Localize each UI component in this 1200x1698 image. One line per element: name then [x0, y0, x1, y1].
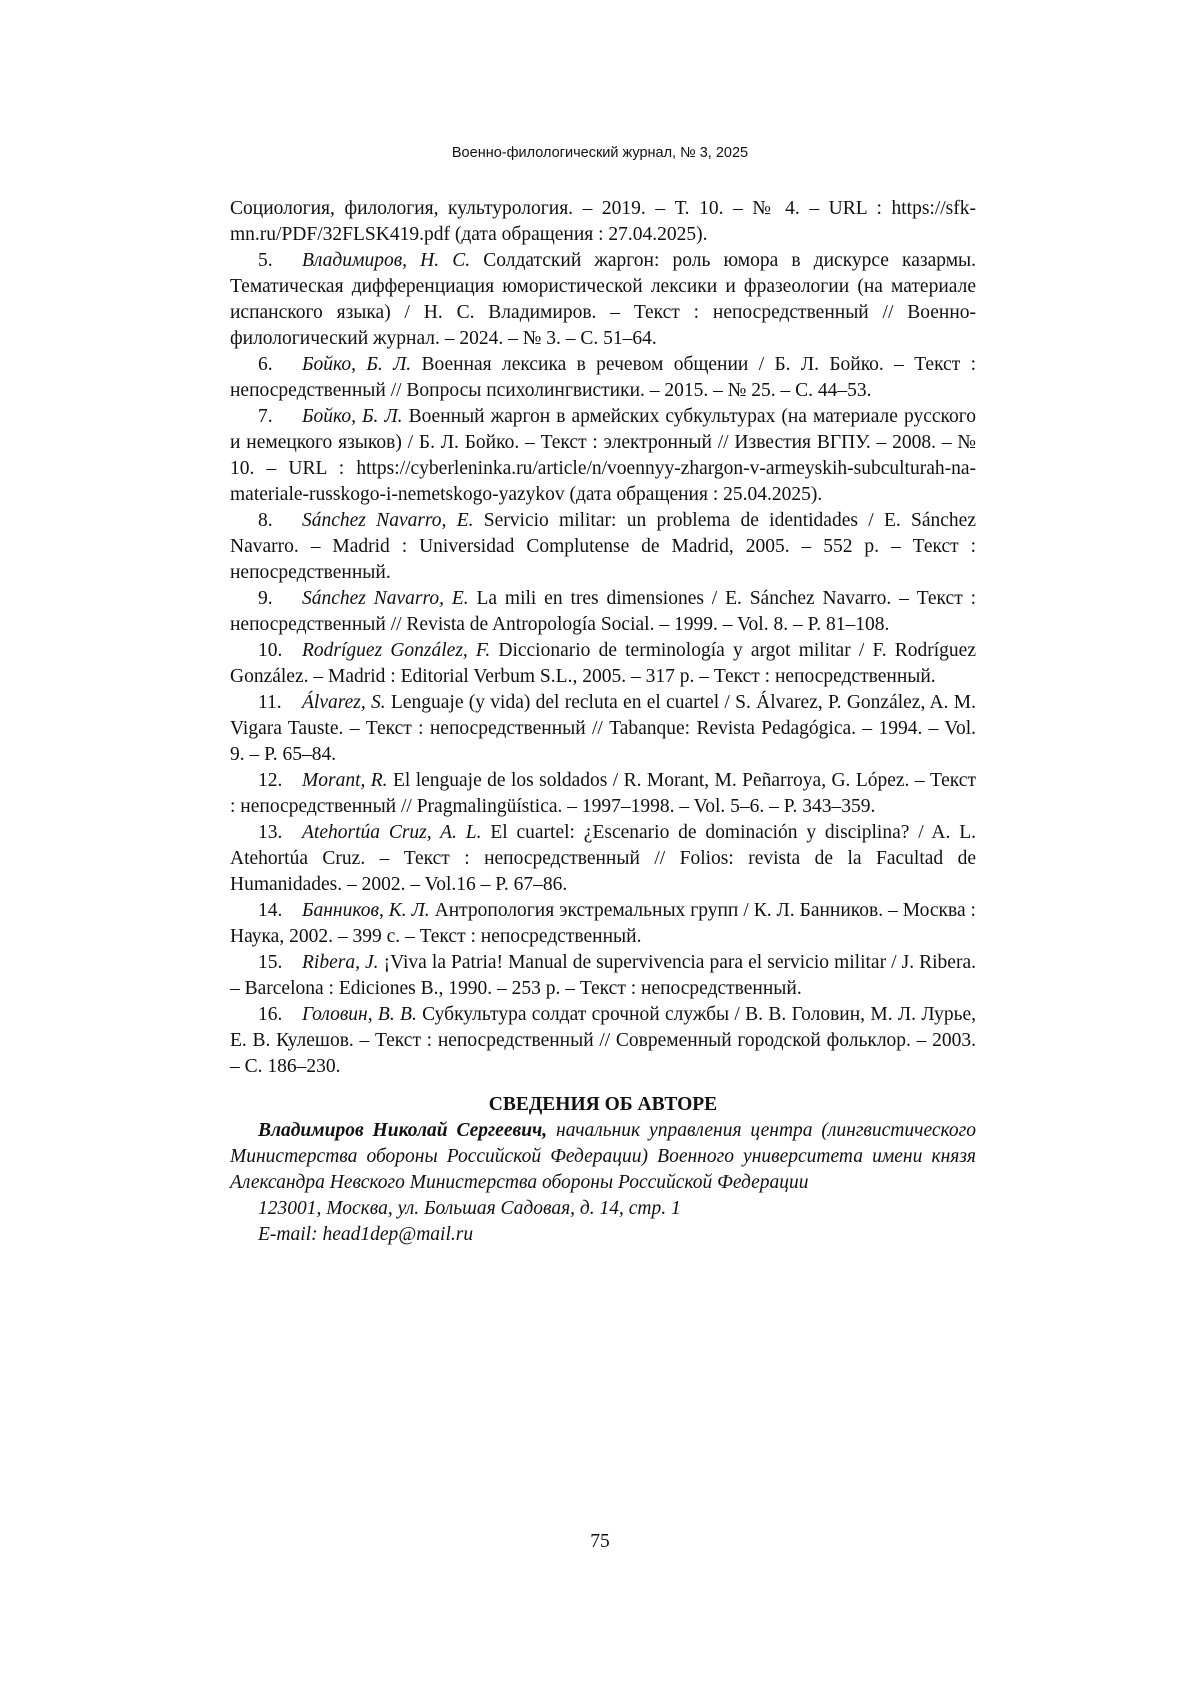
- author-email: E-mail: head1dep@mail.ru: [258, 1224, 474, 1245]
- reference-text: Антропология экстремальных групп / К. Л. Банников. – Москва : Наука, 2002. – 399 с. – Текст : непосредственный.: [230, 900, 976, 947]
- reference-number: 16.: [258, 1004, 283, 1025]
- reference-item: [230, 690, 976, 768]
- author-address: 123001, Москва, ул. Большая Садовая, д. 14, стр. 1: [258, 1198, 681, 1219]
- reference-continuation: Социология, филология, культурология. – 2019. – Т. 10. – № 4. – URL : https://sfk-mn.ru/PDF/32FLSK419.pdf (дата обращения : 27.04.2025).: [230, 198, 976, 245]
- reference-author: Банников, К. Л.: [302, 900, 430, 921]
- reference-item: [230, 508, 976, 586]
- reference-text: ¡Viva la Patria! Manual de supervivencia para el servicio militar / J. Ribera. – Barcelona : Ediciones B., 1990. – 253 p. – Текст : непосредственный.: [230, 952, 976, 999]
- reference-item: [230, 248, 976, 352]
- reference-text: Servicio militar: un problema de identidades / E. Sánchez Navarro. – Madrid : Universidad Complutense de Madrid, 2005. – 552 p. – Текст : непосредственный.: [230, 510, 976, 583]
- reference-text: Военная лексика в речевом общении / Б. Л. Бойко. – Текст : непосредственный // Вопросы психолингвистики. – 2015. – № 25. – С. 44–53.: [230, 354, 976, 401]
- reference-number: 6.: [258, 354, 273, 375]
- reference-author: Rodríguez González, F.: [302, 640, 491, 661]
- running-header: Военно-филологический журнал, № 3, 2025: [451, 145, 749, 161]
- reference-author: Morant, R.: [302, 770, 388, 791]
- reference-item: [230, 820, 976, 898]
- reference-number: 9.: [258, 588, 273, 609]
- reference-author: Sánchez Navarro, E.: [302, 510, 474, 531]
- reference-list: [230, 248, 976, 1080]
- reference-item: [230, 950, 976, 1002]
- reference-text: Солдатский жаргон: роль юмора в дискурсе казармы. Тематическая дифференциация юмористической лексики и фразеологии (на материале испанского языка) / Н. С. Владимиров. – Текст : непосредственный // Военно-филологический журнал. – 2024. – № 3. – С. 51–64.: [230, 250, 977, 349]
- reference-author: Ribera, J.: [302, 952, 379, 973]
- reference-author: Головин, В. В.: [302, 1004, 417, 1025]
- reference-item: [230, 898, 976, 950]
- reference-text: La mili en tres dimensiones / E. Sánchez Navarro. – Текст : непосредственный // Revista de Antropología Social. – 1999. – Vol. 8. – P. 81–108.: [230, 588, 976, 635]
- reference-text: Субкультура солдат срочной службы / В. В. Головин, М. Л. Лурье, Е. В. Кулешов. – Текст : непосредственный // Современный городской фольклор. – 2003. – С. 186–230.: [230, 1004, 976, 1077]
- reference-number: 11.: [258, 692, 282, 713]
- reference-text: El lenguaje de los soldados / R. Morant, M. Peñarroya, G. López. – Текст : непосредственный // Pragmalingüística. – 1997–1998. – Vol. 5–6. – P. 343–359.: [230, 770, 976, 817]
- reference-number: 14.: [258, 900, 283, 921]
- author-name: Владимиров Николай Сергеевич,: [258, 1120, 548, 1141]
- reference-item: [230, 1002, 976, 1080]
- page-number: 75: [590, 1531, 610, 1552]
- reference-text: Lenguaje (y vida) del recluta en el cuartel / S. Álvarez, P. González, A. M. Vigara Tauste. – Текст : непосредственный // Tabanque: Revista Pedagógica. – 1994. – Vol. 9. – P. 65–84.: [230, 692, 977, 765]
- reference-author: Álvarez, S.: [302, 692, 386, 713]
- reference-number: 7.: [258, 406, 273, 427]
- reference-author: Sánchez Navarro, E.: [302, 588, 469, 609]
- reference-number: 10.: [258, 640, 283, 661]
- reference-number: 13.: [258, 822, 283, 843]
- reference-author: Atehortúa Cruz, A. L.: [302, 822, 482, 843]
- reference-item: [230, 404, 976, 508]
- reference-author: Бойко, Б. Л.: [302, 354, 412, 375]
- reference-item: [230, 638, 976, 690]
- reference-item: [230, 352, 976, 404]
- reference-author: Бойко, Б. Л.: [302, 406, 403, 427]
- author-description: начальник управления центра (лингвистического Министерства обороны Российской Федерации) Военного университета имени князя Александра Невского Министерства обороны Российской Федерации: [230, 1120, 976, 1193]
- reference-text: El cuartel: ¿Escenario de dominación y disciplina? / A. L. Atehortúa Cruz. – Текст : непосредственный // Folios: revista de la Facultad de Humanidades. – 2002. – Vol.16 – P. 67–86.: [230, 822, 976, 895]
- author-bio: [230, 1118, 976, 1196]
- reference-author: Владимиров, Н. С.: [302, 250, 471, 271]
- reference-number: 12.: [258, 770, 283, 791]
- reference-text: Военный жаргон в армейских субкультурах (на материале русского и немецкого языков) / Б. Л. Бойко. – Текст : электронный // Известия ВГПУ. – 2008. – № 10. – URL : https://cyberleninka.ru/article/n/voennyy-zhargon-v-armeyskih-subculturah-na-materiale-russkogo-i-nemetskogo-yazykov (дата обращения : 25.04.2025).: [230, 406, 976, 505]
- reference-number: 15.: [258, 952, 283, 973]
- reference-number: 5.: [258, 250, 273, 271]
- reference-item: [230, 586, 976, 638]
- author-section-heading: СВЕДЕНИЯ ОБ АВТОРЕ: [488, 1094, 718, 1115]
- reference-item: [230, 768, 976, 820]
- reference-text: Diccionario de terminología y argot militar / F. Rodríguez González. – Madrid : Editorial Verbum S.L., 2005. – 317 p. – Текст : непосредственный.: [230, 640, 976, 687]
- page-body: [230, 196, 976, 1248]
- reference-number: 8.: [258, 510, 273, 531]
